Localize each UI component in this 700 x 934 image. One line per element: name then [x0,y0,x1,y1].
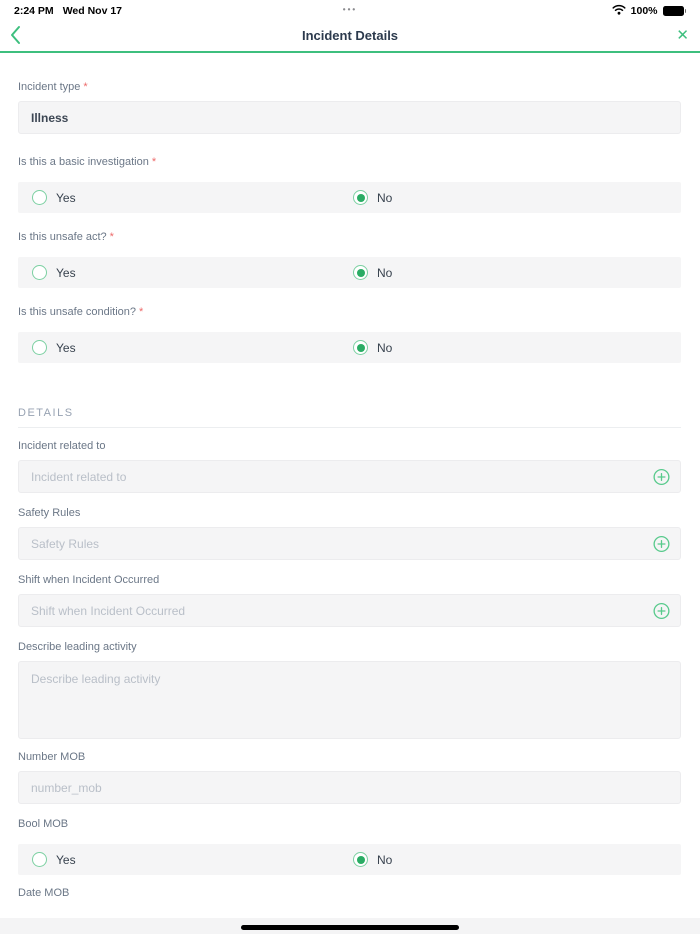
add-button[interactable] [653,535,670,552]
status-right [612,4,686,18]
radio-checked-icon [353,340,368,355]
basic-investigation-label: Is this a basic investigation * [18,156,157,168]
bool-mob-radio-group [18,844,681,875]
radio-option-yes[interactable]: Yes [32,265,76,280]
required-asterisk: * [83,81,88,93]
unsafe-condition-radio-group [18,332,681,363]
page-title: Incident Details [301,28,399,43]
unsafe-act-radio-group [18,257,681,288]
bool-mob-label: Bool MOB [18,818,69,830]
chevron-left-icon [10,25,22,50]
radio-unchecked-icon [32,340,47,355]
shift-when-incident-occurred-label: Shift when Incident Occurred [18,574,160,586]
clock-label: 2:24 PM [14,5,54,17]
battery-icon [663,6,687,16]
status-left [14,5,122,17]
number-mob-label: Number MOB [18,751,86,763]
radio-checked-icon [353,265,368,280]
close-button[interactable] [676,27,689,45]
unsafe-act-label: Is this unsafe act? * [18,231,114,243]
back-button[interactable] [10,26,30,48]
incident-type-label: Incident type * [18,81,88,93]
incident-related-to-input[interactable] [18,460,681,493]
unsafe-condition-label: Is this unsafe condition? * [18,306,144,318]
home-indicator[interactable] [241,925,459,930]
wifi-icon [612,4,626,18]
radio-unchecked-icon [32,265,47,280]
required-asterisk: * [151,156,157,168]
radio-option-no[interactable]: No [353,265,392,280]
section-divider [18,427,681,428]
incident-type-input[interactable] [18,101,681,134]
date-label: Wed Nov 17 [62,5,123,17]
add-button[interactable] [653,602,670,619]
describe-leading-activity-label: Describe leading activity [18,641,137,653]
incident-related-to-label: Incident related to [18,440,106,452]
form-content [0,53,700,900]
radio-option-no[interactable]: No [353,852,392,867]
status-bar [0,0,700,20]
safety-rules-input[interactable] [18,527,681,560]
basic-investigation-radio-group [18,182,681,213]
radio-option-yes[interactable]: Yes [32,852,76,867]
required-asterisk: * [139,306,144,318]
radio-checked-icon [353,852,368,867]
required-asterisk: * [109,231,114,243]
radio-option-no[interactable]: No [353,340,392,355]
nav-bar [0,20,700,53]
close-icon: ✕ [676,27,689,44]
radio-unchecked-icon [32,852,47,867]
radio-option-yes[interactable]: Yes [32,340,76,355]
safety-rules-label: Safety Rules [18,507,81,519]
radio-option-yes[interactable]: Yes [32,190,76,205]
battery-percent-label: 100% [630,5,658,17]
radio-unchecked-icon [32,190,47,205]
section-header-details: DETAILS [18,407,74,419]
shift-when-incident-occurred-input[interactable] [18,594,681,627]
radio-checked-icon [353,190,368,205]
more-dots-icon: ••• [342,5,358,14]
radio-option-no[interactable]: No [353,190,392,205]
describe-leading-activity-textarea[interactable] [18,661,681,739]
add-button[interactable] [653,468,670,485]
number-mob-input[interactable] [18,771,681,804]
date-mob-label: Date MOB [18,887,70,899]
